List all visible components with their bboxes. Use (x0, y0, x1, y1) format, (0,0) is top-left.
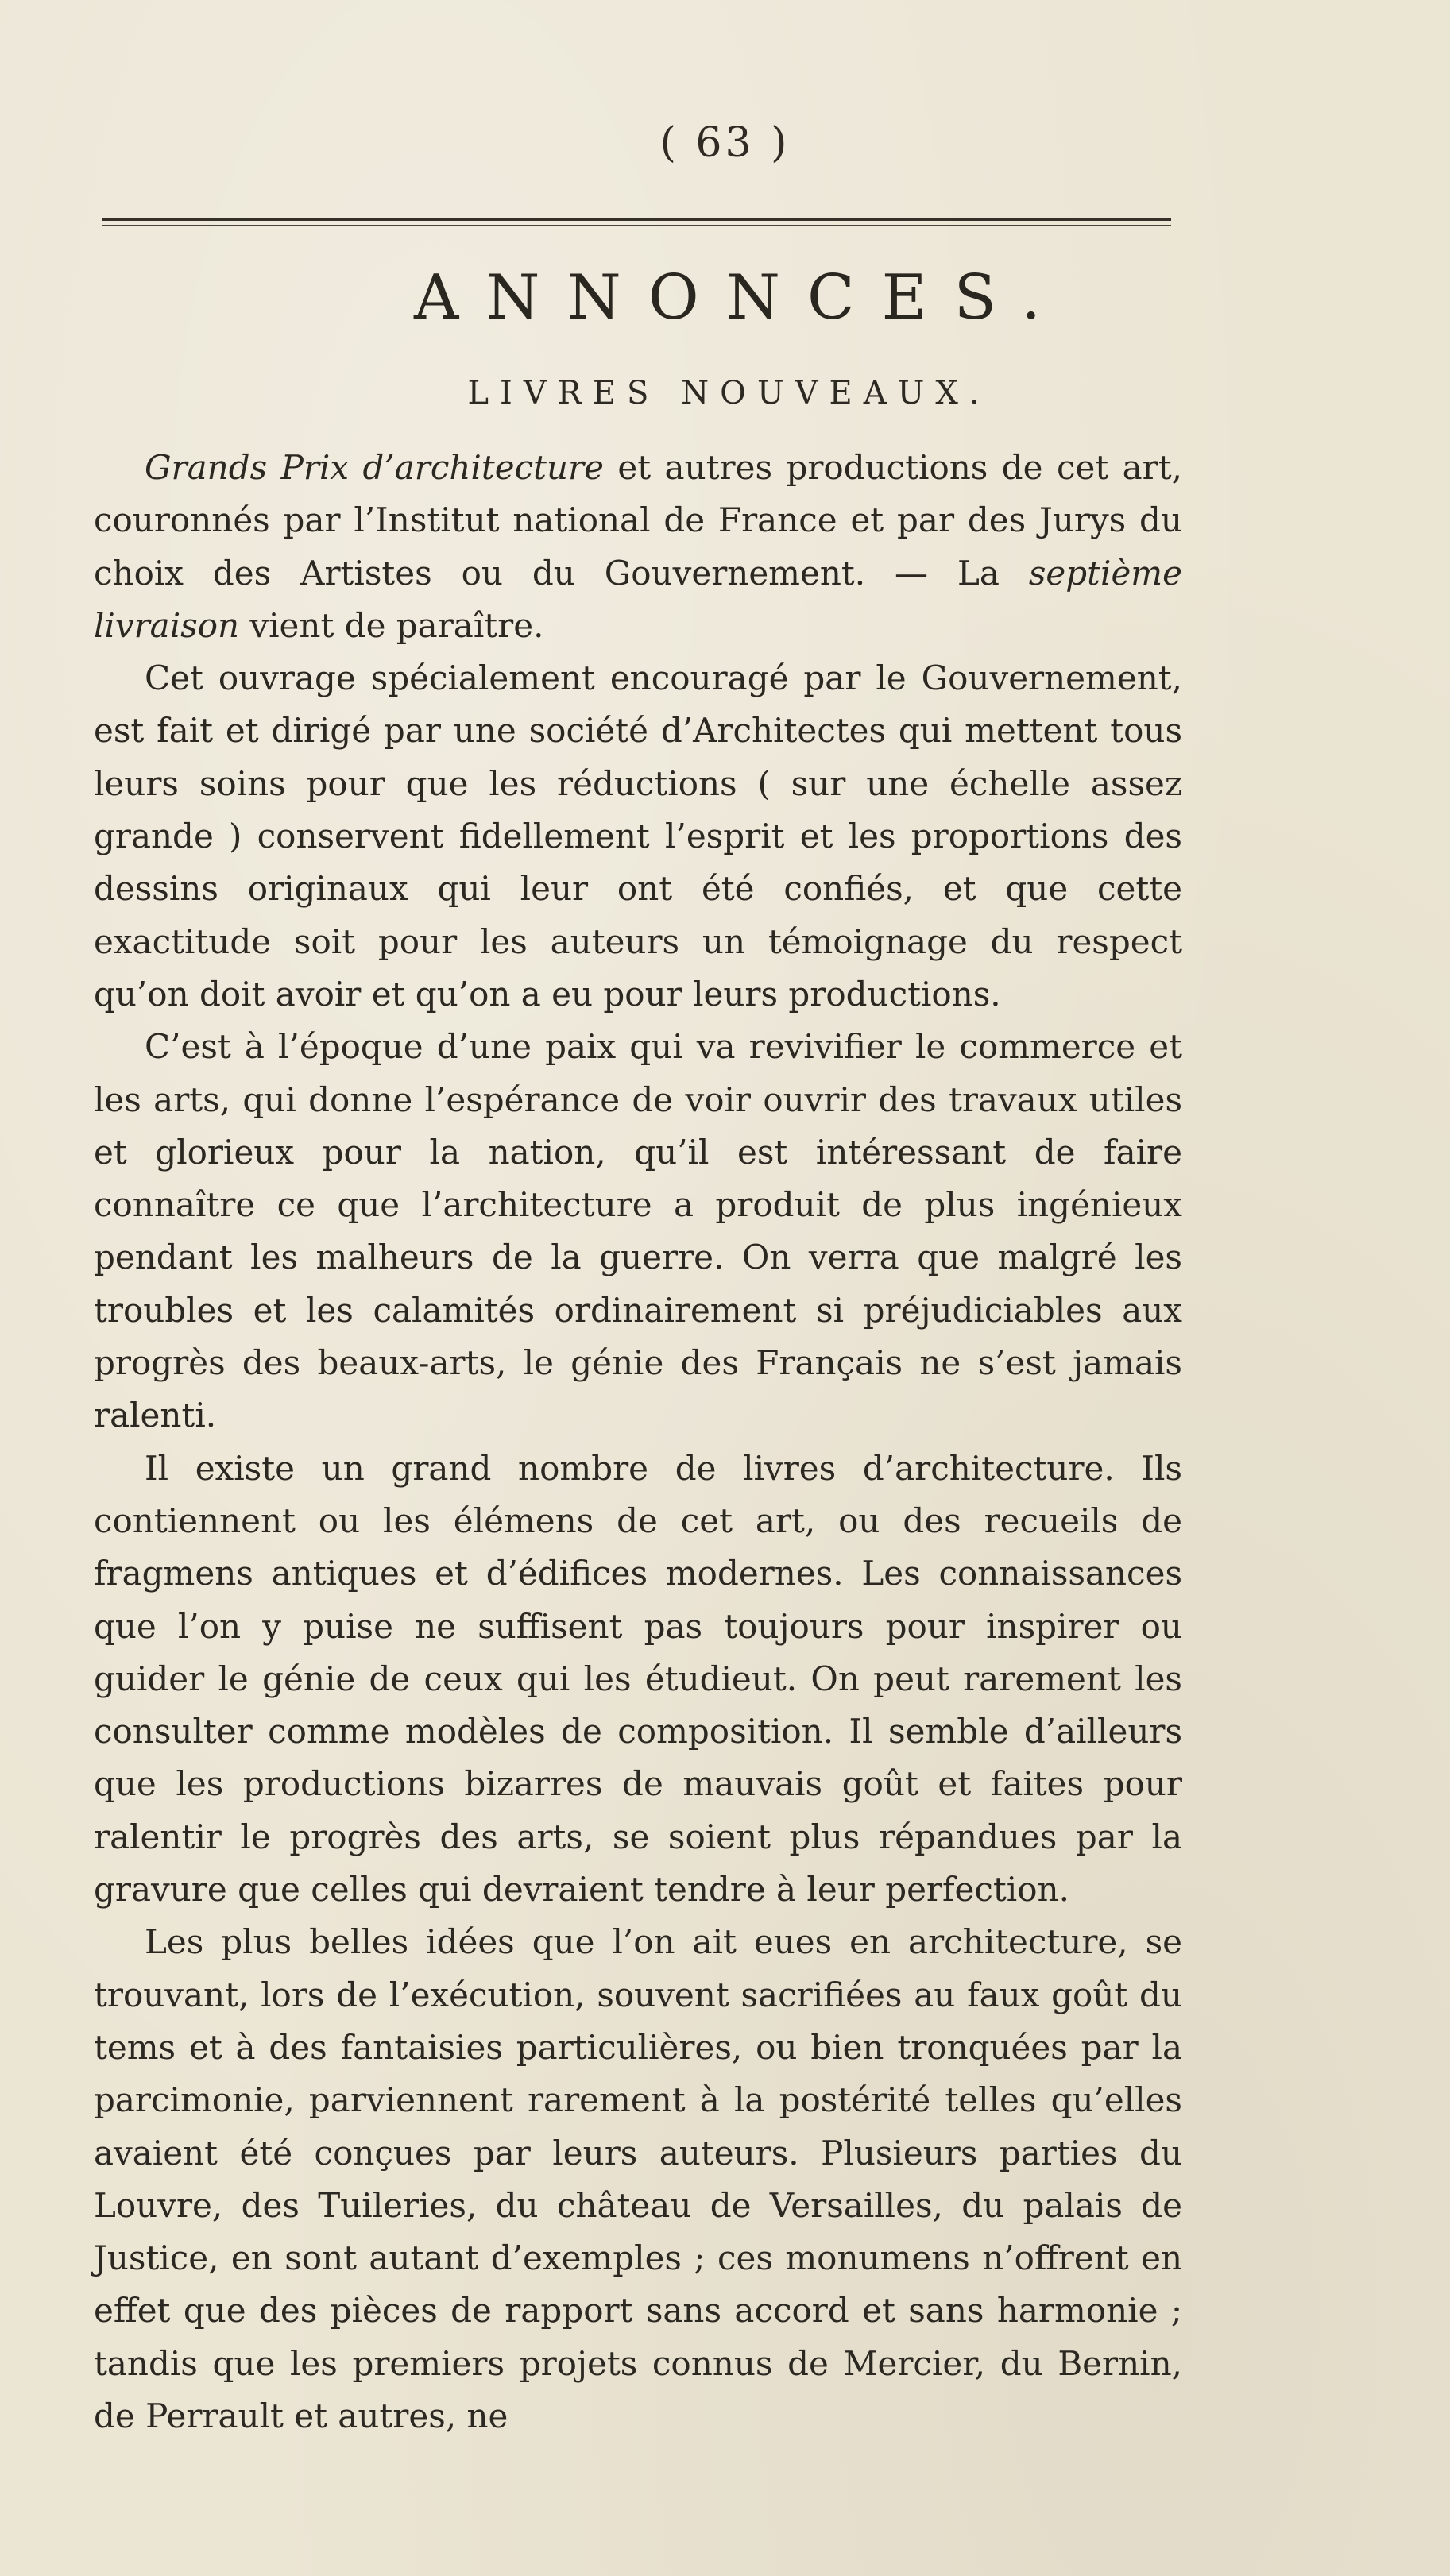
header-rule-thick (102, 218, 1171, 221)
header-rule-thin (102, 225, 1171, 226)
paragraph-4: Il existe un grand nombre de livres d’architecture. Ils contiennent ou les élémens de cet art, ou des recueils de fragmens antiques et d’édifices modernes. Les connaissances que l’on y puise ne suffisent pas toujours pour inspirer ou guider le génie de ceux qui les étudieut. On peut rarement les consulter comme modèles de composition. Il semble d’ailleurs que les productions bizarres de mauvais goût et faites pour ralentir le progrès des arts, se soient plus répandues par la gravure que celles qui devraient tendre à leur perfection. (94, 1448, 1182, 1910)
page-number: ( 63 ) (659, 119, 791, 167)
paragraph-3: C’est à l’époque d’une paix qui va revivifier le commerce et les arts, qui donne l’espérance de voir ouvrir des travaux utiles et glorieux pour la nation, qu’il est intéressant de faire connaître ce que l’architecture a produit de plus ingénieux pendant les malheurs de la guerre. On verra que malgré les troubles et les calamités ordinairement si préjudiciables aux progrès des beaux-arts, le génie des Français ne s’est jamais ralenti. (94, 1027, 1182, 1435)
paragraph-2: Cet ouvrage spécialement encouragé par le Gouvernement, est fait et dirigé par une société d’Architectes qui mettent tous leurs soins pour que les réductions ( sur une échelle assez grande ) conservent fidellement l’esprit et les proportions des dessins originaux qui leur ont été confiés, et que cette exactitude soit pour les auteurs un témoignage du respect qu’on doit avoir et qu’on a eu pour leurs productions. (94, 658, 1182, 1014)
body-text (94, 442, 1182, 2443)
paragraph-1-text-b: vient de paraître. (239, 605, 544, 645)
section-subheading: LIVRES NOUVEAUX. (467, 375, 991, 411)
paragraph-1-italic-title: Grands Prix d’architecture (145, 448, 604, 487)
paragraph-1 (94, 442, 1182, 652)
section-heading: ANNONCES. (413, 262, 1069, 334)
paragraph-1-text-a: et autres productions de cet art, couronnés par l’Institut national de France et par des Jurys du choix des Artistes ou du Gouvernement. — La (94, 448, 1182, 593)
paragraph-1-italic-livraison: septième livraison (94, 553, 1182, 645)
header-rule (102, 218, 1171, 230)
paragraph-5: Les plus belles idées que l’on ait eues en architecture, se trouvant, lors de l’exécution, souvent sacrifiées au faux goût du tems et à des fantaisies particulières, ou bien tronquées par la parcimonie, parviennent rarement à la postérité telles qu’elles avaient été conçues par leurs auteurs. Plusieurs parties du Louvre, des Tuileries, du château de Versailles, du palais de Justice, en sont autant d’exemples ; ces monumens n’offrent en effet que des pièces de rapport sans accord et sans harmonie ; tandis que les premiers projets connus de Mercier, du Bernin, de Perrault et autres, ne (94, 1922, 1182, 2435)
